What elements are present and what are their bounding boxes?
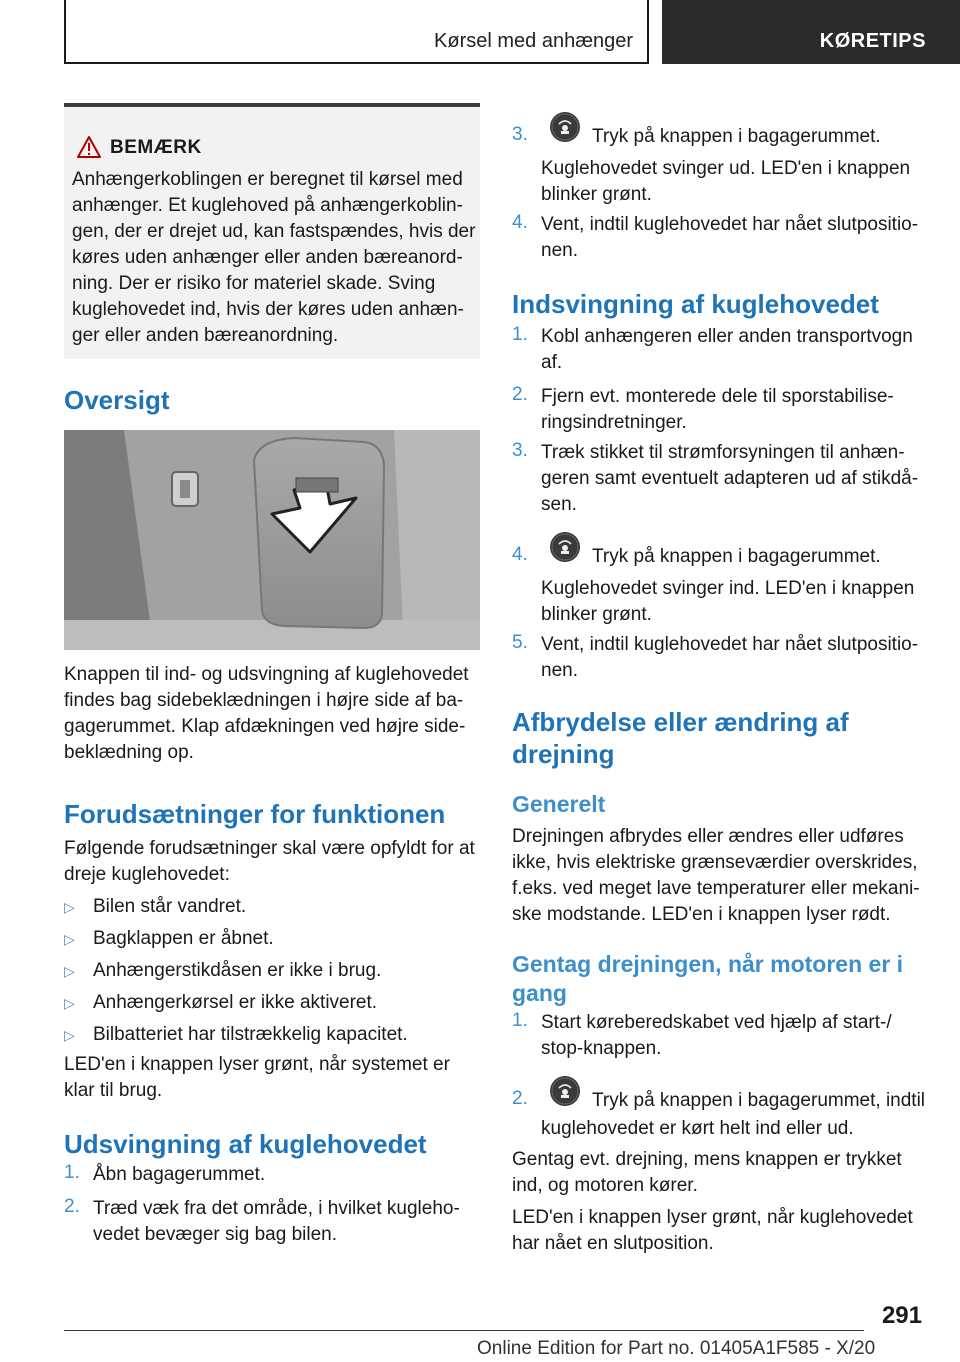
header-chapter-tab — [662, 0, 960, 64]
heading-gentag: Gentag drejningen, når motoren er i gang — [512, 951, 904, 1006]
bullet-triangle-icon: ▷ — [64, 963, 75, 979]
oversigt-caption: Knappen til ind- og udsvingning af kuglehovedet findes bag sidebeklædningen i højre side af ba‐ gagerummet. Klap afdækningen ved højre side‐ beklædning op. — [64, 664, 469, 763]
generelt-text: Drejningen afbrydes eller ændres eller udføres ikke, hvis elektriske grænseværdier overskrides, f.eks. ved meget lave temperaturer eller mekani‐ ske modstande. LED'en i knappen lyser rødt. — [512, 826, 920, 925]
hitch-button-icon — [550, 1076, 580, 1106]
bullet-triangle-icon: ▷ — [64, 995, 75, 1011]
forudsaetninger-intro: Følgende forudsætninger skal være opfyldt for at dreje kuglehovedet: — [64, 838, 475, 885]
list-item: 1. Åbn bagagerummet. — [64, 1162, 266, 1185]
list-item: 5. Vent, indtil kuglehovedet har nået slutpositio‐ nen. — [512, 632, 919, 681]
gentag-note-2: LED'en i knappen lyser grønt, når kuglehovedet har nået en slutposition. — [512, 1207, 913, 1254]
prerequisite-list — [64, 894, 480, 1054]
gentag-note-1: Gentag evt. drejning, mens knappen er trykket ind, og motoren kører. — [512, 1149, 902, 1196]
list-item: 2. Tryk på knappen i bagagerummet, indtil kuglehovedet er kørt helt ind eller ud. — [512, 1076, 932, 1146]
list-item: ▷ Bagklappen er åbnet. — [64, 928, 274, 949]
heading-forudsaetninger: Forudsætninger for funktionen — [64, 799, 446, 829]
list-item: 4. Tryk på knappen i bagagerummet. Kuglehovedet svinger ind. LED'en i knappen blinker grønt. — [512, 532, 932, 632]
trunk-photo — [64, 430, 480, 650]
heading-udsvingning: Udsvingning af kuglehovedet — [64, 1129, 427, 1159]
warning-text: Anhængerkoblingen er beregnet til kørsel med anhænger. Et kuglehoved på anhængerkoblin‐ gen, der er drejet ud, kan fastspændes, hvis der køres uden anhænger eller anden bæreanord‐ ning. Der er risiko for materiel skade. Sving kuglehovedet ind, hvis der køres uden anhæn‐ ger eller anden bæreanordning. — [72, 169, 476, 346]
heading-generelt: Generelt — [512, 791, 606, 817]
header-section-box — [64, 0, 649, 64]
warning-box — [64, 103, 480, 359]
trunk-side-panel-image — [64, 430, 480, 650]
heading-oversigt: Oversigt — [64, 385, 170, 415]
warning-triangle-icon — [76, 135, 102, 159]
list-item: ▷ Anhængerkørsel er ikke aktiveret. — [64, 992, 378, 1013]
heading-indsvingning: Indsvingning af kuglehovedet — [512, 289, 879, 319]
list-item: 2. Fjern evt. monterede dele til sporstabilise‐ ringsindretninger. — [512, 384, 894, 433]
list-item: 1. Start køreberedskabet ved hjælp af start-/ stop-knappen. — [512, 1010, 892, 1059]
bullet-triangle-icon: ▷ — [64, 931, 75, 947]
forudsaetninger-outro: LED'en i knappen lyser grønt, når systemet er klar til brug. — [64, 1054, 450, 1101]
page-number: 291 — [881, 1302, 922, 1329]
list-item: 3. Træk stikket til strømforsyningen til anhæn‐ geren samt eventuelt adapteren ud af stikdå‐ sen. — [512, 440, 919, 515]
list-item: ▷ Anhængerstikdåsen er ikke i brug. — [64, 960, 382, 981]
footer-divider — [64, 1330, 864, 1331]
list-item: 4. Vent, indtil kuglehovedet har nået slutpositio‐ nen. — [512, 212, 919, 261]
bullet-triangle-icon: ▷ — [64, 1027, 75, 1043]
header-chapter-label: KØRETIPS — [819, 30, 926, 52]
hitch-button-icon — [550, 112, 580, 142]
list-item: 1. Kobl anhængeren eller anden transportvogn af. — [512, 324, 913, 373]
bullet-triangle-icon: ▷ — [64, 899, 75, 915]
heading-afbrydelse: Afbrydelse eller ændring af drejning — [512, 707, 849, 769]
list-item: 2. Træd væk fra det område, i hvilket kugleho‐ vedet bevæger sig bag bilen. — [64, 1196, 460, 1245]
list-item: 3. Tryk på knappen i bagagerummet. Kuglehovedet svinger ud. LED'en i knappen blinker grønt. — [512, 112, 932, 212]
header-section-title: Kørsel med anhænger — [434, 30, 633, 52]
footer-edition: Online Edition for Part no. 01405A1F585 - X/20 — [477, 1338, 876, 1359]
list-item: ▷ Bilbatteriet har tilstrækkelig kapacitet. — [64, 1024, 408, 1045]
list-item: ▷ Bilen står vandret. — [64, 896, 247, 917]
warning-title: BEMÆRK — [110, 137, 202, 158]
hitch-button-icon — [550, 532, 580, 562]
